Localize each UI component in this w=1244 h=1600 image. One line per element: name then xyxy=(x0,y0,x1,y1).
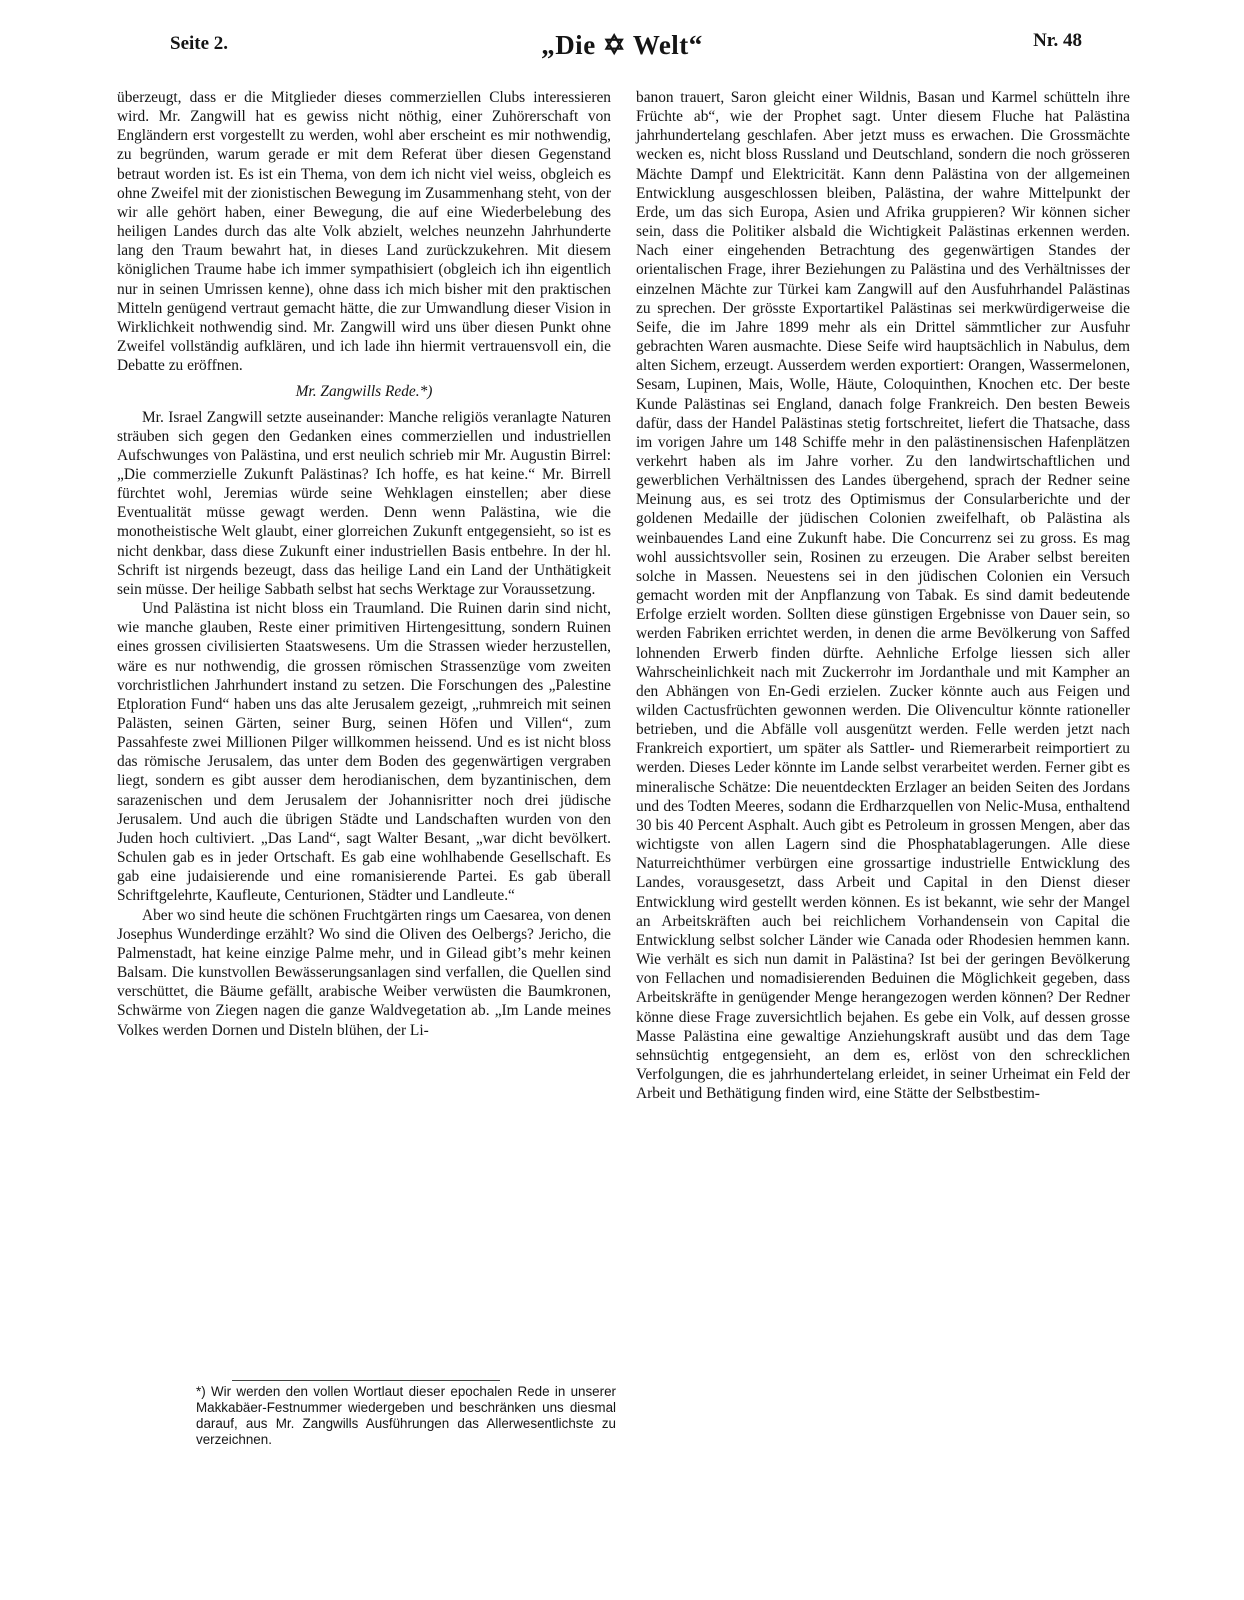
masthead-title-left: „Die xyxy=(541,30,596,60)
right-column xyxy=(636,88,1130,1103)
paragraph: Mr. Israel Zangwill setzte auseinander: Manche religiös veranlagte Naturen sträuben sich gegen den Gedanken eines commerziellen und industriellen Aufschwunges von Palästina, und erst neulich schrieb mir Mr. Augustin Birrel: „Die commerzielle Zukunft Palästinas? Ich hoffe, es hat keine.“ Mr. Birrell fürchtet wohl, Jeremias würde seine Wehklagen einstellen; aber diese Eventualität müsse gewagt werden. Denn wenn Palästina, wie die monotheistische Welt glaubt, einer glorreichen Zukunft entgegensieht, so ist es nicht denkbar, dass diese Zukunft einer industriellen Basis entbehre. In der hl. Schrift ist nirgends bezeugt, dass das heilige Land ein Land der Unthätigkeit sein müsse. Der heilige Sabbath selbst hat sechs Werktage zur Voraussetzung. xyxy=(117,408,611,598)
paragraph: Aber wo sind heute die schönen Fruchtgärten rings um Caesarea, von denen Josephus Wunderdinge erzählt? Wo sind die Oliven des Oelbergs? Jericho, die Palmenstadt, hat keine einzige Palme mehr, und in Gilead gibt’s mehr keinen Balsam. Die kunstvollen Bewässerungsanlagen sind verfallen, die Quellen sind verschüttet, die Bäume gefällt, arabische Weiber verwüsten die Baumkronen, Schwärme von Ziegen nagen die ganze Waldvegetation ab. „Im Lande meines Volkes werden Dornen und Disteln blühen, der Li- xyxy=(117,906,611,1039)
footnote-divider xyxy=(232,1380,500,1381)
issue-number: Nr. 48 xyxy=(1033,30,1082,51)
masthead-title-right: Welt“ xyxy=(632,30,703,60)
paragraph: Und Palästina ist nicht bloss ein Traumland. Die Ruinen darin sind nicht, wie manche glauben, Reste einer primitiven Hirtengesittung, sondern Ruinen eines grossen civilisierten Staatswesens. Um die Strassen wieder herzustellen, wäre es nur nothwendig, die grossen römischen Strassenzüge vom zweiten vorchristlichen Jahrhundert instand zu setzen. Die Forschungen des „Palestine Etploration Fund“ haben uns das alte Jerusalem gezeigt, „ruhmreich mit seinen Palästen, seinen Gärten, seiner Burg, seinen Höfen und Villen“, zum Passahfeste zwei Millionen Pilger willkommen heissend. Und es ist nicht bloss das römische Jerusalem, das unter dem Boden des gegenwärtigen vergraben liegt, sondern es gibt ausser dem herodianischen, dem byzantinischen, dem sarazenischen und dem Jerusalem der Johannisritter noch drei jüdische Jerusalem. Und auch die übrigen Städte und Landschaften wurden von den Juden hoch cultiviert. „Das Land“, sagt Walter Besant, „war dicht bevölkert. Schulen gab es in jeder Ortschaft. Es gab eine wohlhabende Gesellschaft. Es gab eine judaisierende und eine romanisierende Partei. Es gab überall Schriftgelehrte, Kaufleute, Centurionen, Städter und Landleute.“ xyxy=(117,600,611,905)
page-number: Seite 2. xyxy=(170,33,229,54)
footnote-text: *) Wir werden den vollen Wortlaut dieser epochalen Rede in unserer Makkabäer-Festnummer wiedergeben und beschränken uns diesmal darauf, aus Mr. Zangwills Ausführungen das Allerwesentlichste zu verzeichnen. xyxy=(196,1384,616,1447)
left-column xyxy=(117,88,611,1040)
section-subheading: Mr. Zangwills Rede.*) xyxy=(295,383,433,401)
page-header xyxy=(0,30,1244,66)
paragraph: banon trauert, Saron gleicht einer Wildnis, Basan und Karmel schütteln ihre Früchte ab“, wie der Prophet sagt. Unter diesem Fluche hat Palästina jahrhundertelang geschlafen. Aber jetzt muss es erwachen. Die Grossmächte wecken es, nicht bloss Russland und Deutschland, sondern die noch grösseren Mächte Dampf und Elektricität. Kann denn Palästina von der allgemeinen Entwicklung ausgeschlossen bleiben, Palästina, der wahre Mittelpunkt der Erde, um das sich Europa, Asien und Afrika gruppieren? Wir können sicher sein, dass die Politiker alsbald die Wichtigkeit Palästinas erkennen werden. Nach einer eingehenden Betrachtung des gegenwärtigen Standes der orientalischen Frage, ihrer Beziehungen zu Palästina und des Verhältnisses der einzelnen Mächte zur Türkei kam Zangwill auf den Ausfuhrhandel Palästinas zu sprechen. Der grösste Exportartikel Palästinas sei merkwürdigerweise die Seife, die im Jahre 1899 mehr als ein Drittel sämmtlicher zur Ausfuhr gebrachten Waren ausmachte. Diese Seife wird hauptsächlich in Nabulus, dem alten Sichem, erzeugt. Ausserdem werden exportiert: Orangen, Wassermelonen, Sesam, Lupinen, Mais, Wolle, Häute, Coloquinthen, Knochen etc. Der beste Kunde Palästinas sei England, danach folge Frankreich. Den besten Beweis dafür, dass der Handel Palästinas stetig fortschreitet, liefert die Thatsache, dass im vorigen Jahre um 148 Schiffe mehr in den palästinensischen Hafenplätzen verkehrt haben als im Jahre vorher. Zu den landwirtschaftlichen und gewerblichen Verhältnissen des Landes übergehend, sprach der Redner seine Meinung aus, es sei trotz des Optimismus der Consularberichte und der goldenen Medaille der jüdischen Colonien zweifelhaft, ob Palästina als weinbauendes Land eine Zukunft habe. Die Concurrenz sei zu gross. Es mag wohl aussichtsvoller sein, Rosinen zu erzeugen. Die Araber selbst bereiten solche in Massen. Neuestens sei in den jüdischen Colonien ein Versuch gemacht worden mit der Anpflanzung von Tabak. Es sind damit bedeutende Erfolge erzielt worden. Sollten diese günstigen Ergebnisse von Dauer sein, so werden Fabriken errichtet werden, in denen die arme Bevölkerung von Saffed lohnenden Erwerb finden dürfte. Aehnliche Erfolge liessen sich aller Wahrscheinlichkeit nach mit Zuckerrohr im Jordanthale und mit Kampher an den Abhängen von En-Gedi erzielen. Zucker könnte auch aus Feigen und wilden Cactusfrüchten gewonnen werden. Die Olivencultur könnte rationeller betrieben, und die Abfälle voll ausgenützt werden. Felle werden jetzt nach Frankreich exportiert, um später als Sattler- und Riemerarbeit reimportiert zu werden. Dieses Leder könnte im Lande selbst verarbeitet werden. Ferner gibt es mineralische Schätze: Die neuentdeckten Erzlager an beiden Seiten des Jordans und des Todten Meeres, sodann die Erdharzquellen von Nelic-Musa, enthaltend 30 bis 40 Percent Asphalt. Auch gibt es Petroleum in grossen Mengen, aber das wichtigste von allen Lagern sind die Phosphatablagerungen. Alle diese Naturreichthümer verbürgen eine grossartige industrielle Entwicklung des Landes, vorausgesetzt, dass Arbeit und Capital in den Dienst dieser Entwicklung wird gestellt werden können. Es ist bekannt, wie sehr der Mangel an Arbeitskräften auch bei reichlichem Vorhandensein von Capital die Entwicklung selbst solcher Länder wie Canada oder Rhodesien hemmen kann. Wie verhält es sich nun damit in Palästina? Ist bei der geringen Bevölkerung von Fellachen und nomadisierenden Beduinen die Möglichkeit gegeben, dass Arbeitskräfte in genügender Menge herangezogen werden können? Der Redner könne diese Frage zuversichtlich bejahen. Es gebe ein Volk, auf dessen grosse Masse Palästina eine gewaltige Anziehungskraft ausübt und das dem Tage sehnsüchtig entgegensieht, an dem es, erlöst von den schrecklichen Verfolgungen, die es jahrhundertelang erleidet, in seiner Urheimat ein Feld der Arbeit und Bethätigung finden wird, eine Stätte der Selbstbestim- xyxy=(636,89,1130,1103)
star-of-david-icon: ✡ xyxy=(602,30,627,60)
footnote xyxy=(196,1384,616,1448)
paragraph: überzeugt, dass er die Mitglieder dieses commerziellen Clubs interessieren wird. Mr. Zangwill hat es gewiss nicht nöthig, einer Zuhörerschaft von Engländern erst vorgestellt zu werden, wohl aber erscheint es mir nothwendig, zu begründen, warum gerade er mit dem Referat über diesen Gegenstand betraut worden ist. Es ist ein Thema, von dem ich nicht viel weiss, obgleich es ohne Zweifel mit der zionistischen Bewegung im Zusammenhang steht, von der wir alle gehört haben, einer Bewegung, die auf eine Wiederbelebung des heiligen Landes durch das alte Volk abzielt, welches neunzehn Jahrhunderte lang den Traum bewahrt hat, in dieses Land zurückzukehren. Mit diesem königlichen Traume habe ich immer sympathisiert (obgleich ich ihn eigentlich nur in seinen Umrissen kenne), ohne dass ich mich bisher mit den praktischen Mitteln genügend vertraut gemacht hätte, die zur Umwandlung dieser Vision in Wirklichkeit nothwendig sind. Mr. Zangwill wird uns über diesen Punkt ohne Zweifel vollständig aufklären, und ich lade ihn hiermit vertrauensvoll ein, die Debatte zu eröffnen. xyxy=(117,89,611,375)
